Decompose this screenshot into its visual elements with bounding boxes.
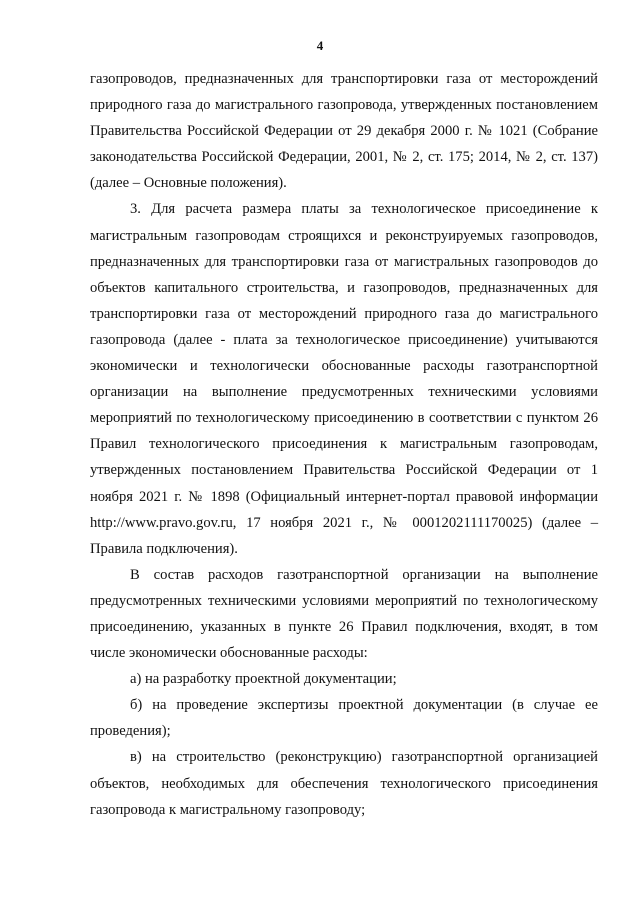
- list-item-b: б) на проведение экспертизы проектной документации (в случае ее проведения);: [90, 697, 598, 740]
- paragraph-continuation: газопроводов, предназначенных для транспортировки газа от месторождений природного газа до магистрального газопровода, утвержденных постановлением Правительства Российской Федерации от 29 декабря 2000 г. № 1021 (Собрание законодательства Российской Федерации, 2001, № 2, ст. 175; 2014, № 2, ст. 137) (далее – Основные положения).: [90, 71, 598, 192]
- page-number: 4: [316, 38, 324, 53]
- paragraph-expense-composition: В состав расходов газотранспортной организации на выполнение предусмотренных техническими условиями мероприятий по технологическому присоединению, указанных в пункте 26 Правил подключения, входят, в том числе экономически обоснованные расходы:: [90, 566, 598, 662]
- list-item-a: а) на разработку проектной документации;: [130, 671, 397, 688]
- paragraph-clause-3: 3. Для расчета размера платы за технологическое присоединение к магистральным газопроводам строящихся и реконструируемых газопроводов, предназначенных для транспортировки газа от магистральных газопроводов до объектов капитального строительства, и газопроводов, предназначенных для транспортировки газа от месторождений природного газа до магистрального газопровода (далее - плата за технологическое присоединение) учитываются экономически и технологически обоснованные расходы газотранспортной организации на выполнение предусмотренных техническими условиями мероприятий по технологическому присоединению в соответствии с пунктом 26 Правил технологического присоединения к магистральным газопроводам, утвержденных постановлением Правительства Российской Федерации от 1 ноября 2021 г. № 1898 (Официальный интернет-портал правовой информации http://www.pravo.gov.ru, 17 ноября 2021 г., № 0001202111170025) (далее – Правила подключения).: [90, 201, 598, 557]
- list-item-c: в) на строительство (реконструкцию) газотранспортной организацией объектов, необходимых для обеспечения технологического присоединения газопровода к магистральному газопроводу;: [90, 749, 598, 818]
- document-body: [90, 66, 598, 823]
